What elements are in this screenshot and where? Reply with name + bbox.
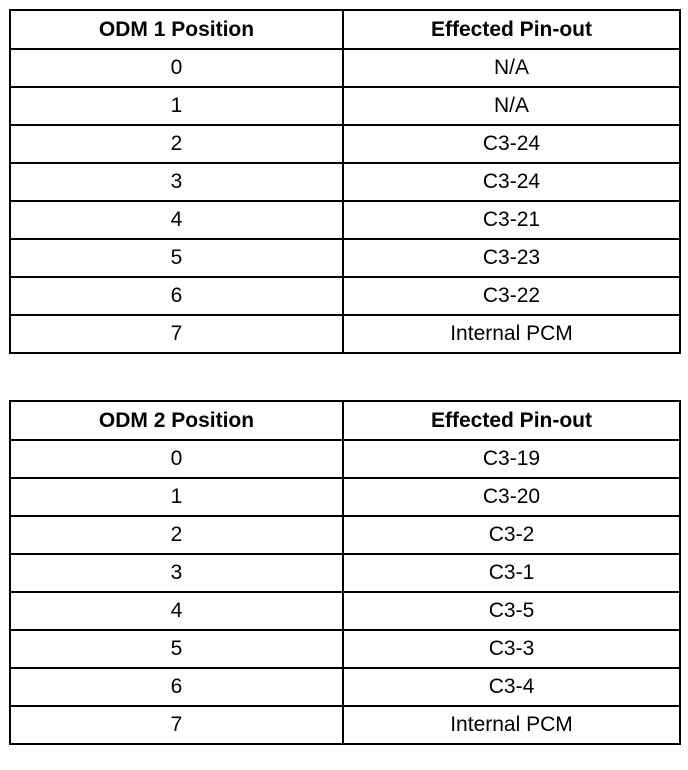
position-cell: 7 xyxy=(10,315,343,353)
odm2-header-row xyxy=(10,401,680,440)
position-cell: 7 xyxy=(10,706,343,744)
position-cell: 3 xyxy=(10,554,343,592)
table-row xyxy=(10,125,680,163)
position-cell: 3 xyxy=(10,163,343,201)
pinout-cell: C3-24 xyxy=(343,163,680,201)
pinout-cell: C3-21 xyxy=(343,201,680,239)
position-cell: 2 xyxy=(10,516,343,554)
position-cell: 6 xyxy=(10,277,343,315)
pinout-cell: C3-23 xyxy=(343,239,680,277)
table-row xyxy=(10,277,680,315)
pinout-cell: C3-5 xyxy=(343,592,680,630)
table-row xyxy=(10,554,680,592)
table-row xyxy=(10,630,680,668)
pinout-cell: C3-1 xyxy=(343,554,680,592)
table-row xyxy=(10,239,680,277)
odm1-pinout-header: Effected Pin-out xyxy=(343,10,680,49)
position-cell: 5 xyxy=(10,630,343,668)
table-row xyxy=(10,49,680,87)
table-row xyxy=(10,87,680,125)
odm2-table xyxy=(9,400,681,745)
pinout-cell: C3-24 xyxy=(343,125,680,163)
table-row xyxy=(10,201,680,239)
position-cell: 0 xyxy=(10,440,343,478)
odm1-table xyxy=(9,9,681,354)
pinout-cell: C3-3 xyxy=(343,630,680,668)
table-row xyxy=(10,163,680,201)
table-row xyxy=(10,668,680,706)
position-cell: 1 xyxy=(10,87,343,125)
pinout-cell: N/A xyxy=(343,87,680,125)
position-cell: 4 xyxy=(10,201,343,239)
table-row xyxy=(10,440,680,478)
pinout-cell: N/A xyxy=(343,49,680,87)
odm2-pinout-header: Effected Pin-out xyxy=(343,401,680,440)
position-cell: 0 xyxy=(10,49,343,87)
position-cell: 2 xyxy=(10,125,343,163)
pinout-cell: C3-2 xyxy=(343,516,680,554)
odm1-header-row xyxy=(10,10,680,49)
table-row xyxy=(10,706,680,744)
pinout-cell: C3-4 xyxy=(343,668,680,706)
table-row xyxy=(10,516,680,554)
position-cell: 6 xyxy=(10,668,343,706)
odm2-position-header: ODM 2 Position xyxy=(10,401,343,440)
position-cell: 5 xyxy=(10,239,343,277)
pinout-cell: Internal PCM xyxy=(343,706,680,744)
pinout-cell: C3-20 xyxy=(343,478,680,516)
table-row xyxy=(10,478,680,516)
table-row xyxy=(10,315,680,353)
odm1-position-header: ODM 1 Position xyxy=(10,10,343,49)
pinout-cell: Internal PCM xyxy=(343,315,680,353)
pinout-cell: C3-22 xyxy=(343,277,680,315)
pinout-cell: C3-19 xyxy=(343,440,680,478)
position-cell: 4 xyxy=(10,592,343,630)
table-row xyxy=(10,592,680,630)
position-cell: 1 xyxy=(10,478,343,516)
